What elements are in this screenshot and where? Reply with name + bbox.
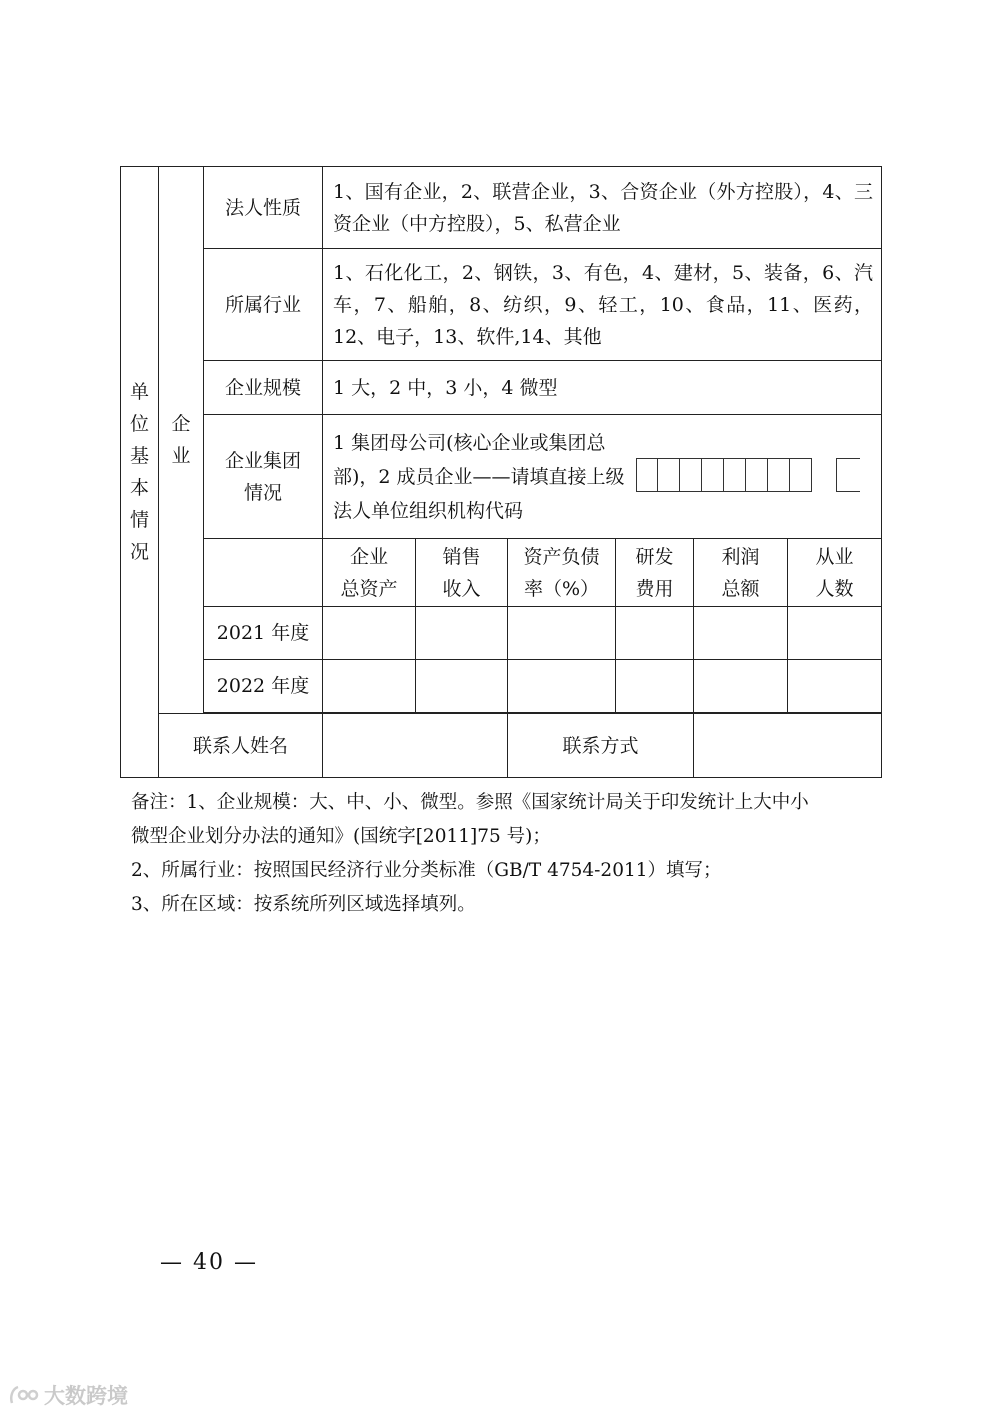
header-employees: 从业 人数 (788, 539, 882, 607)
sub-label-enterprise: 企 业 (159, 167, 204, 714)
input-2022-employees[interactable] (788, 660, 882, 713)
code-digit-box[interactable] (680, 458, 702, 492)
contact-method-input[interactable] (694, 714, 882, 778)
industry-label: 所属行业 (204, 249, 323, 361)
page-number: — 40 — (160, 1250, 258, 1275)
contact-name-input[interactable] (323, 714, 508, 778)
input-2022-debt-ratio[interactable] (508, 660, 616, 713)
finance-header-blank (204, 539, 323, 607)
code-check-digit-box[interactable] (836, 458, 860, 492)
header-sales-revenue: 销售 收入 (416, 539, 508, 607)
note-line: 3、所在区域：按系统所列区域选择填列。 (131, 894, 476, 915)
scale-options: 1 大，2 中，3 小，4 微型 (323, 361, 882, 415)
watermark-logo-icon (8, 1383, 44, 1407)
legal-nature-options: 1、国有企业，2、联营企业，3、合资企业（外方控股），4、三资企业（中方控股），5、私营企业 (323, 167, 882, 249)
input-2022-sales-revenue[interactable] (416, 660, 508, 713)
header-total-assets: 企业 总资产 (323, 539, 416, 607)
note-line: 备注：1、企业规模：大、中、小、微型。参照《国家统计局关于印发统计上大中小 (131, 792, 809, 813)
group-options: 1 集团母公司(核心企业或集团总部)，2 成员企业——请填直接上级法人单位组织机构代码 (333, 431, 625, 522)
contact-name-label: 联系人姓名 (159, 714, 323, 778)
year-2021-label: 2021 年度 (204, 607, 323, 660)
note-line: 微型企业划分办法的通知》(国统字[2011]75 号)； (131, 826, 551, 847)
contact-method-label: 联系方式 (508, 714, 694, 778)
note-line: 2、所属行业：按照国民经济行业分类标准（GB/T 4754-2011）填写； (131, 860, 722, 881)
input-2021-rd-expense[interactable] (616, 607, 694, 660)
org-code-input[interactable] (636, 458, 860, 492)
group-cell (323, 415, 882, 539)
input-2021-total-assets[interactable] (323, 607, 416, 660)
code-digit-box[interactable] (768, 458, 790, 492)
input-2021-debt-ratio[interactable] (508, 607, 616, 660)
input-2022-rd-expense[interactable] (616, 660, 694, 713)
group-label: 企业集团 情况 (204, 415, 323, 539)
year-2022-label: 2022 年度 (204, 660, 323, 713)
code-digit-box[interactable] (790, 458, 812, 492)
notes (131, 786, 891, 922)
code-digit-box[interactable] (746, 458, 768, 492)
watermark-text: 大数跨境 (44, 1384, 128, 1408)
input-2021-employees[interactable] (788, 607, 882, 660)
industry-options: 1、石化化工，2、钢铁，3、有色，4、建材，5、装备，6、汽车，7、船舶，8、纺织，9、轻工，10、食品，11、医药，12、电子，13、软件,14、其他 (323, 249, 882, 361)
watermark (8, 1380, 128, 1410)
header-debt-ratio: 资产负债 率（%） (508, 539, 616, 607)
scale-label: 企业规模 (204, 361, 323, 415)
code-digit-box[interactable] (636, 458, 658, 492)
side-label-unit-basic-info: 单 位 基 本 情 况 (121, 167, 159, 778)
code-digit-box[interactable] (724, 458, 746, 492)
code-digit-box[interactable] (702, 458, 724, 492)
legal-nature-label: 法人性质 (204, 167, 323, 249)
code-digit-box[interactable] (658, 458, 680, 492)
input-2022-total-assets[interactable] (323, 660, 416, 713)
header-total-profit: 利润 总额 (694, 539, 788, 607)
enterprise-info-form (120, 166, 881, 776)
input-2021-total-profit[interactable] (694, 607, 788, 660)
input-2021-sales-revenue[interactable] (416, 607, 508, 660)
header-rd-expense: 研发 费用 (616, 539, 694, 607)
input-2022-total-profit[interactable] (694, 660, 788, 713)
